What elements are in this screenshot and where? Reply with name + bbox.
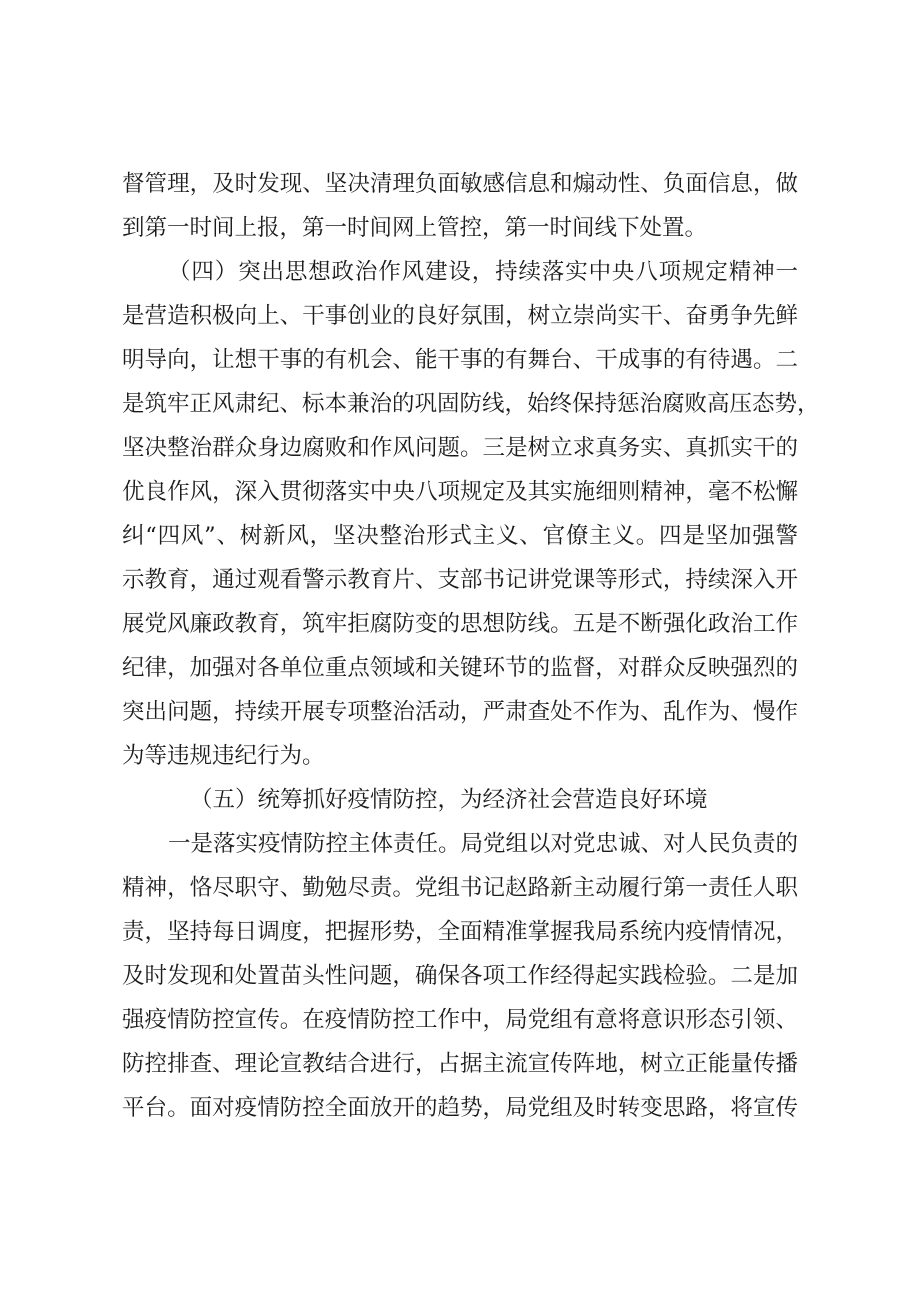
paragraph-line: 纠“四风”、树新风，坚决整治形式主义、官僚主义。四是坚加强警 (122, 523, 798, 549)
paragraph-line: 责，坚持每日调度，把握形势，全面精准掌握我局系统内疫情情况， (122, 919, 798, 945)
paragraph-line: 坚决整治群众身边腐败和作风问题。三是树立求真务实、真抓实干的 (122, 435, 798, 461)
paragraph-line: 展党风廉政教育，筑牢拒腐防变的思想防线。五是不断强化政治工作 (122, 611, 798, 637)
paragraph-line: 一是落实疫情防控主体责任。局党组以对党忠诚、对人民负责的 (168, 831, 799, 857)
paragraph-line: 是营造积极向上、干事创业的良好氛围，树立崇尚实干、奋勇争先鲜 (122, 303, 798, 329)
paragraph-line: 优良作风，深入贯彻落实中央八项规定及其实施细则精神，毫不松懈 (122, 479, 798, 505)
paragraph-line: 督管理，及时发现、坚决清理负面敏感信息和煽动性、负面信息，做 (122, 171, 798, 197)
paragraph-line: 到第一时间上报，第一时间网上管控，第一时间线下处置。 (122, 215, 708, 241)
paragraph-line: 纪律，加强对各单位重点领域和关键环节的监督，对群众反映强烈的 (122, 655, 798, 681)
paragraph-line: 明导向，让想干事的有机会、能干事的有舞台、干成事的有待遇。二 (122, 347, 798, 373)
section-heading-4: （四）突出思想政治作风建设，持续落实中央八项规定精神一 (168, 259, 798, 285)
paragraph-line: 突出问题，持续开展专项整治活动，严肃查处不作为、乱作为、慢作 (122, 699, 798, 725)
paragraph-line: 平台。面对疫情防控全面放开的趋势，局党组及时转变思路，将宣传 (122, 1095, 798, 1121)
paragraph-line: 示教育，通过观看警示教育片、支部书记讲党课等形式，持续深入开 (122, 567, 798, 593)
paragraph-line: 精神，恪尽职守、勤勉尽责。党组书记赵路新主动履行第一责任人职 (122, 875, 798, 901)
section-heading-5: （五）统筹抓好疫情防控，为经济社会营造良好环境 (190, 787, 708, 813)
paragraph-line: 是筑牢正风肃纪、标本兼治的巩固防线，始终保持惩治腐败高压态势， (122, 391, 820, 417)
paragraph-line: 为等违规违纪行为。 (122, 743, 325, 769)
paragraph-line: 及时发现和处置苗头性问题，确保各项工作经得起实践检验。二是加 (122, 963, 798, 989)
paragraph-line: 防控排查、理论宣教结合进行，占据主流宣传阵地，树立正能量传播 (122, 1051, 798, 1077)
paragraph-line: 强疫情防控宣传。在疫情防控工作中，局党组有意将意识形态引领、 (122, 1007, 798, 1033)
